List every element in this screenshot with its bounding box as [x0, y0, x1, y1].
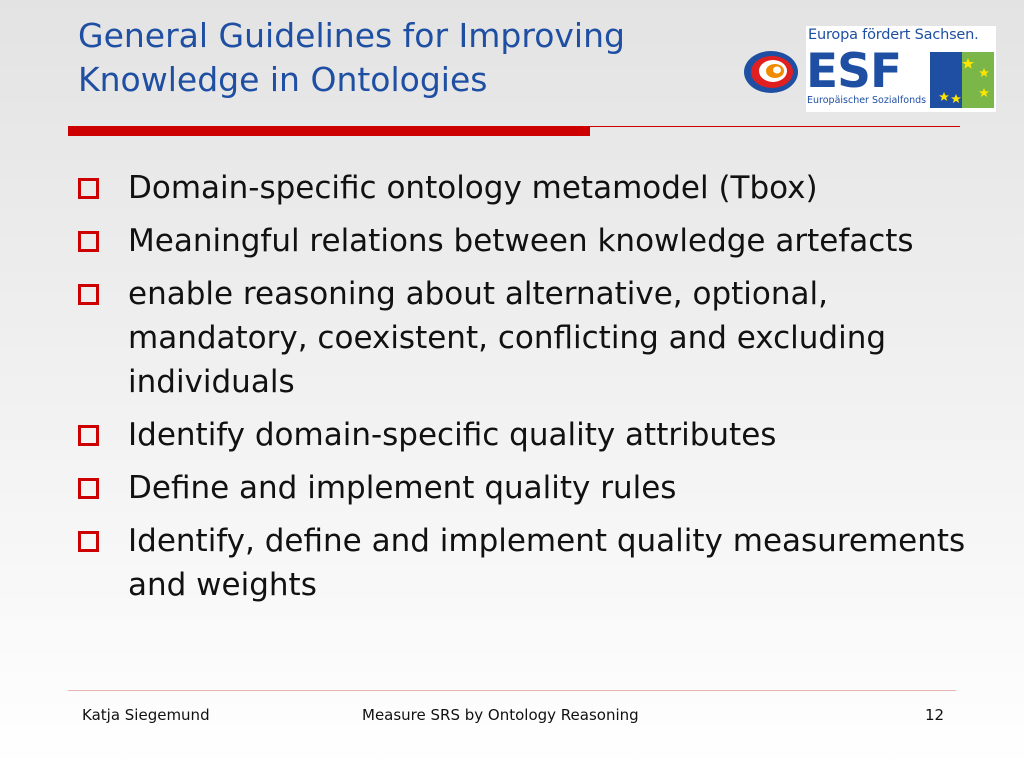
bullet-item	[78, 413, 978, 457]
esf-wordmark: ESF	[806, 44, 902, 99]
page-number: 12	[925, 706, 945, 724]
esf-logo	[806, 26, 996, 112]
footer-author: Katja Siegemund	[82, 706, 210, 724]
bullet-list	[78, 166, 978, 616]
hollow-square-icon	[78, 478, 99, 499]
slide-title	[78, 14, 738, 102]
bullet-item	[78, 519, 978, 607]
slide-title-line-1: General Guidelines for Improving	[78, 16, 625, 55]
bullet-item	[78, 219, 978, 263]
eu-flag-icon	[930, 52, 994, 108]
esf-subtitle: Europäischer Sozialfonds	[807, 95, 927, 106]
hollow-square-icon	[78, 425, 99, 446]
swirl-logo-icon	[741, 48, 801, 96]
footer-rule	[68, 690, 956, 691]
hollow-square-icon	[78, 531, 99, 552]
bullet-text: Domain-specific ontology metamodel (Tbox)	[128, 170, 818, 206]
bullet-item	[78, 272, 978, 404]
bullet-text: Identify, define and implement quality measurements and weights	[128, 523, 966, 603]
bullet-text: Define and implement quality rules	[128, 470, 677, 506]
bullet-item	[78, 466, 978, 510]
bullet-item	[78, 166, 978, 210]
esf-tagline: Europa fördert Sachsen.	[808, 27, 979, 43]
bullet-text: Meaningful relations between knowledge artefacts	[128, 223, 914, 259]
bullet-text: enable reasoning about alternative, optional, mandatory, coexistent, conflicting and excluding individuals	[128, 276, 887, 400]
hollow-square-icon	[78, 284, 99, 305]
title-rule-thin	[590, 126, 960, 127]
footer-title: Measure SRS by Ontology Reasoning	[362, 706, 639, 724]
bullet-text: Identify domain-specific quality attributes	[128, 417, 777, 453]
hollow-square-icon	[78, 231, 99, 252]
title-rule-thick	[68, 126, 590, 136]
slide-title-line-2: Knowledge in Ontologies	[78, 60, 488, 99]
hollow-square-icon	[78, 178, 99, 199]
